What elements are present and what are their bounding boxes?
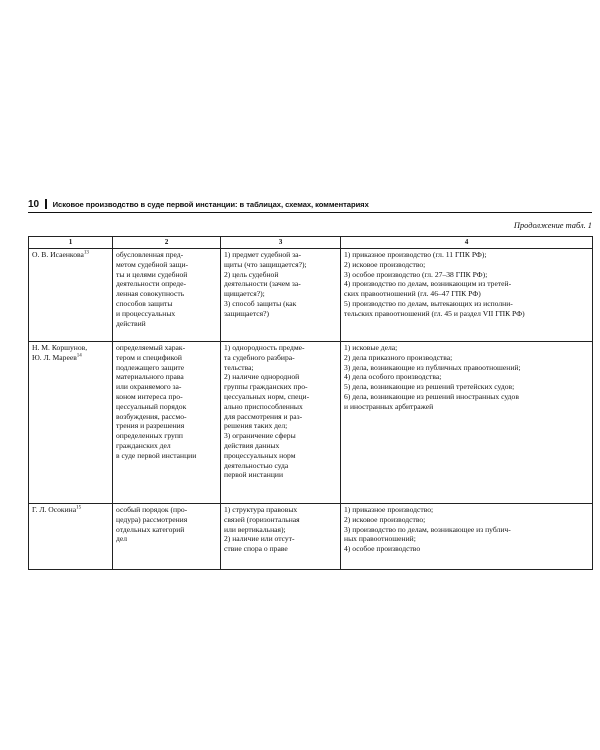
- cell-line: для рассмотрения и раз-: [224, 411, 303, 421]
- cell-line: 3) производство по делам, возникающее из публич-: [344, 524, 511, 534]
- cell-line: определенных групп: [116, 431, 183, 441]
- cell-line: та судебного разбира-: [224, 352, 295, 362]
- column-header: 4: [341, 237, 593, 249]
- author-name: О. В. Исаенкова$^{13}$: [32, 250, 89, 260]
- cell-line: деятельности опреде-: [116, 279, 187, 289]
- cell-line: цессуальных норм, специ-: [224, 392, 310, 402]
- cell-line: или вертикальная);: [224, 524, 286, 534]
- cell-line: 3) ограничение сферы: [224, 431, 296, 441]
- author-cell: [29, 503, 113, 569]
- cell-line: определяемый харак-: [116, 343, 186, 353]
- author-name: Г. Л. Осокина$^{15}$: [32, 505, 82, 515]
- cell-line: тельских правоотношений (гл. 45 и раздел VII ГПК РФ): [344, 308, 525, 318]
- running-header: [28, 196, 592, 213]
- cell-line: метом судебной защи-: [116, 259, 189, 269]
- cell-line: коном интереса про-: [116, 392, 183, 402]
- col2-cell: [113, 341, 221, 503]
- column-header: 3: [221, 237, 341, 249]
- cell-line: действия данных: [224, 441, 280, 451]
- cell-line: связей (горизонтальная: [224, 514, 300, 524]
- cell-line: 4) особое производство: [344, 544, 421, 554]
- table-row: [29, 248, 593, 341]
- cell-line: в суде первой инстанции: [116, 450, 197, 460]
- cell-line: деятельностью суда: [224, 460, 289, 470]
- cell-line: решения таких дел;: [224, 421, 288, 431]
- cell-line: тельства;: [224, 362, 254, 372]
- cell-line: возбуждения, рассмо-: [116, 411, 187, 421]
- cell-line: группы гражданских про-: [224, 382, 308, 392]
- cell-line: дел: [116, 534, 128, 544]
- cell-line: 1) исковые дела;: [344, 343, 398, 353]
- cell-line: трения и разрешения: [116, 421, 185, 431]
- cell-line: процессуальных норм: [224, 450, 296, 460]
- cell-line: подлежащего защите: [116, 362, 185, 372]
- cell-line: обусловленная пред-: [116, 250, 184, 260]
- footnote-marker: 13: [83, 250, 89, 256]
- author-cell: [29, 248, 113, 341]
- column-header: 1: [29, 237, 113, 249]
- page-number: 10: [28, 198, 40, 210]
- table-row: [29, 503, 593, 569]
- col4-cell: [341, 248, 593, 341]
- cell-line: 4) дела особого производства;: [344, 372, 442, 382]
- cell-line: цессуальный порядок: [116, 401, 187, 411]
- cell-line: действий: [116, 318, 146, 328]
- cell-line: деятельности (зачем за-: [224, 279, 301, 289]
- col2-cell: [113, 248, 221, 341]
- cell-line: 1) приказное производство (гл. 11 ГПК РФ);: [344, 250, 487, 260]
- cell-line: цедура) рассмотрения: [116, 514, 188, 524]
- cell-line: особый порядок (про-: [116, 505, 188, 515]
- cell-line: гражданских дел: [116, 441, 171, 451]
- cell-line: 2) исковое производство;: [344, 514, 426, 524]
- cell-line: 1) предмет судебной за-: [224, 250, 302, 260]
- author-name: Ю. Л. Мареев$^{14}$: [32, 352, 82, 362]
- cell-line: способов защиты: [116, 299, 173, 309]
- cell-line: 4) производство по делам, возникающим из третей-: [344, 279, 512, 289]
- cell-line: 6) дела, возникающие из решений иностранных судов: [344, 392, 519, 402]
- cell-line: 3) дела, возникающие из публичных правоотношений;: [344, 362, 521, 372]
- column-header: 2: [113, 237, 221, 249]
- comparison-table: [28, 236, 593, 570]
- header-row: [29, 237, 593, 249]
- cell-line: 1) приказное производство;: [344, 505, 434, 515]
- table-caption: Продолжение табл. 1: [513, 221, 592, 230]
- cell-line: 5) дела, возникающие из решений третейских судов;: [344, 382, 515, 392]
- cell-line: 2) исковое производство;: [344, 259, 426, 269]
- cell-line: материального права: [116, 372, 184, 382]
- cell-line: тером и спецификой: [116, 352, 182, 362]
- col4-cell: [341, 503, 593, 569]
- cell-line: 3) способ защиты (как: [224, 299, 297, 309]
- cell-line: 2) наличие однородной: [224, 372, 300, 382]
- table-row: [29, 341, 593, 503]
- col3-cell: [221, 341, 341, 503]
- col3-cell: [221, 248, 341, 341]
- author-name: Н. М. Коршунов,: [32, 343, 88, 353]
- cell-line: первой инстанции: [224, 470, 284, 480]
- cell-line: и иностранных арбитражей: [344, 401, 434, 411]
- header-separator: [45, 199, 47, 209]
- cell-line: 5) производство по делам, вытекающих из исполни-: [344, 299, 513, 309]
- col4-cell: [341, 341, 593, 503]
- cell-line: ты и целями судебной: [116, 269, 188, 279]
- cell-line: 1) однородность предме-: [224, 343, 305, 353]
- cell-line: защищается?): [224, 308, 270, 318]
- cell-line: 2) дела приказного производства;: [344, 352, 453, 362]
- cell-line: и процессуальных: [116, 308, 176, 318]
- cell-line: 3) особое производство (гл. 27–38 ГПК РФ);: [344, 269, 488, 279]
- cell-line: ально приспособленных: [224, 401, 303, 411]
- cell-line: щищается?);: [224, 289, 265, 299]
- cell-line: 2) наличие или отсут-: [224, 534, 295, 544]
- cell-line: отдельных категорий: [116, 524, 185, 534]
- cell-line: ных правоотношений;: [344, 534, 416, 544]
- col2-cell: [113, 503, 221, 569]
- footnote-marker: 14: [76, 353, 82, 359]
- cell-line: ских правоотношений (гл. 46–47 ГПК РФ): [344, 289, 481, 299]
- footnote-marker: 15: [76, 505, 82, 511]
- running-title: Исковое производство в суде первой инстанции: в таблицах, схемах, комментариях: [52, 199, 369, 209]
- cell-line: щиты (что защищается?);: [224, 259, 307, 269]
- cell-line: 1) структура правовых: [224, 505, 298, 515]
- author-cell: [29, 341, 113, 503]
- cell-line: или охраняемого за-: [116, 382, 182, 392]
- cell-line: ствие спора о праве: [224, 544, 288, 554]
- cell-line: ленная совокупность: [116, 289, 185, 299]
- col3-cell: [221, 503, 341, 569]
- cell-line: 2) цель судебной: [224, 269, 279, 279]
